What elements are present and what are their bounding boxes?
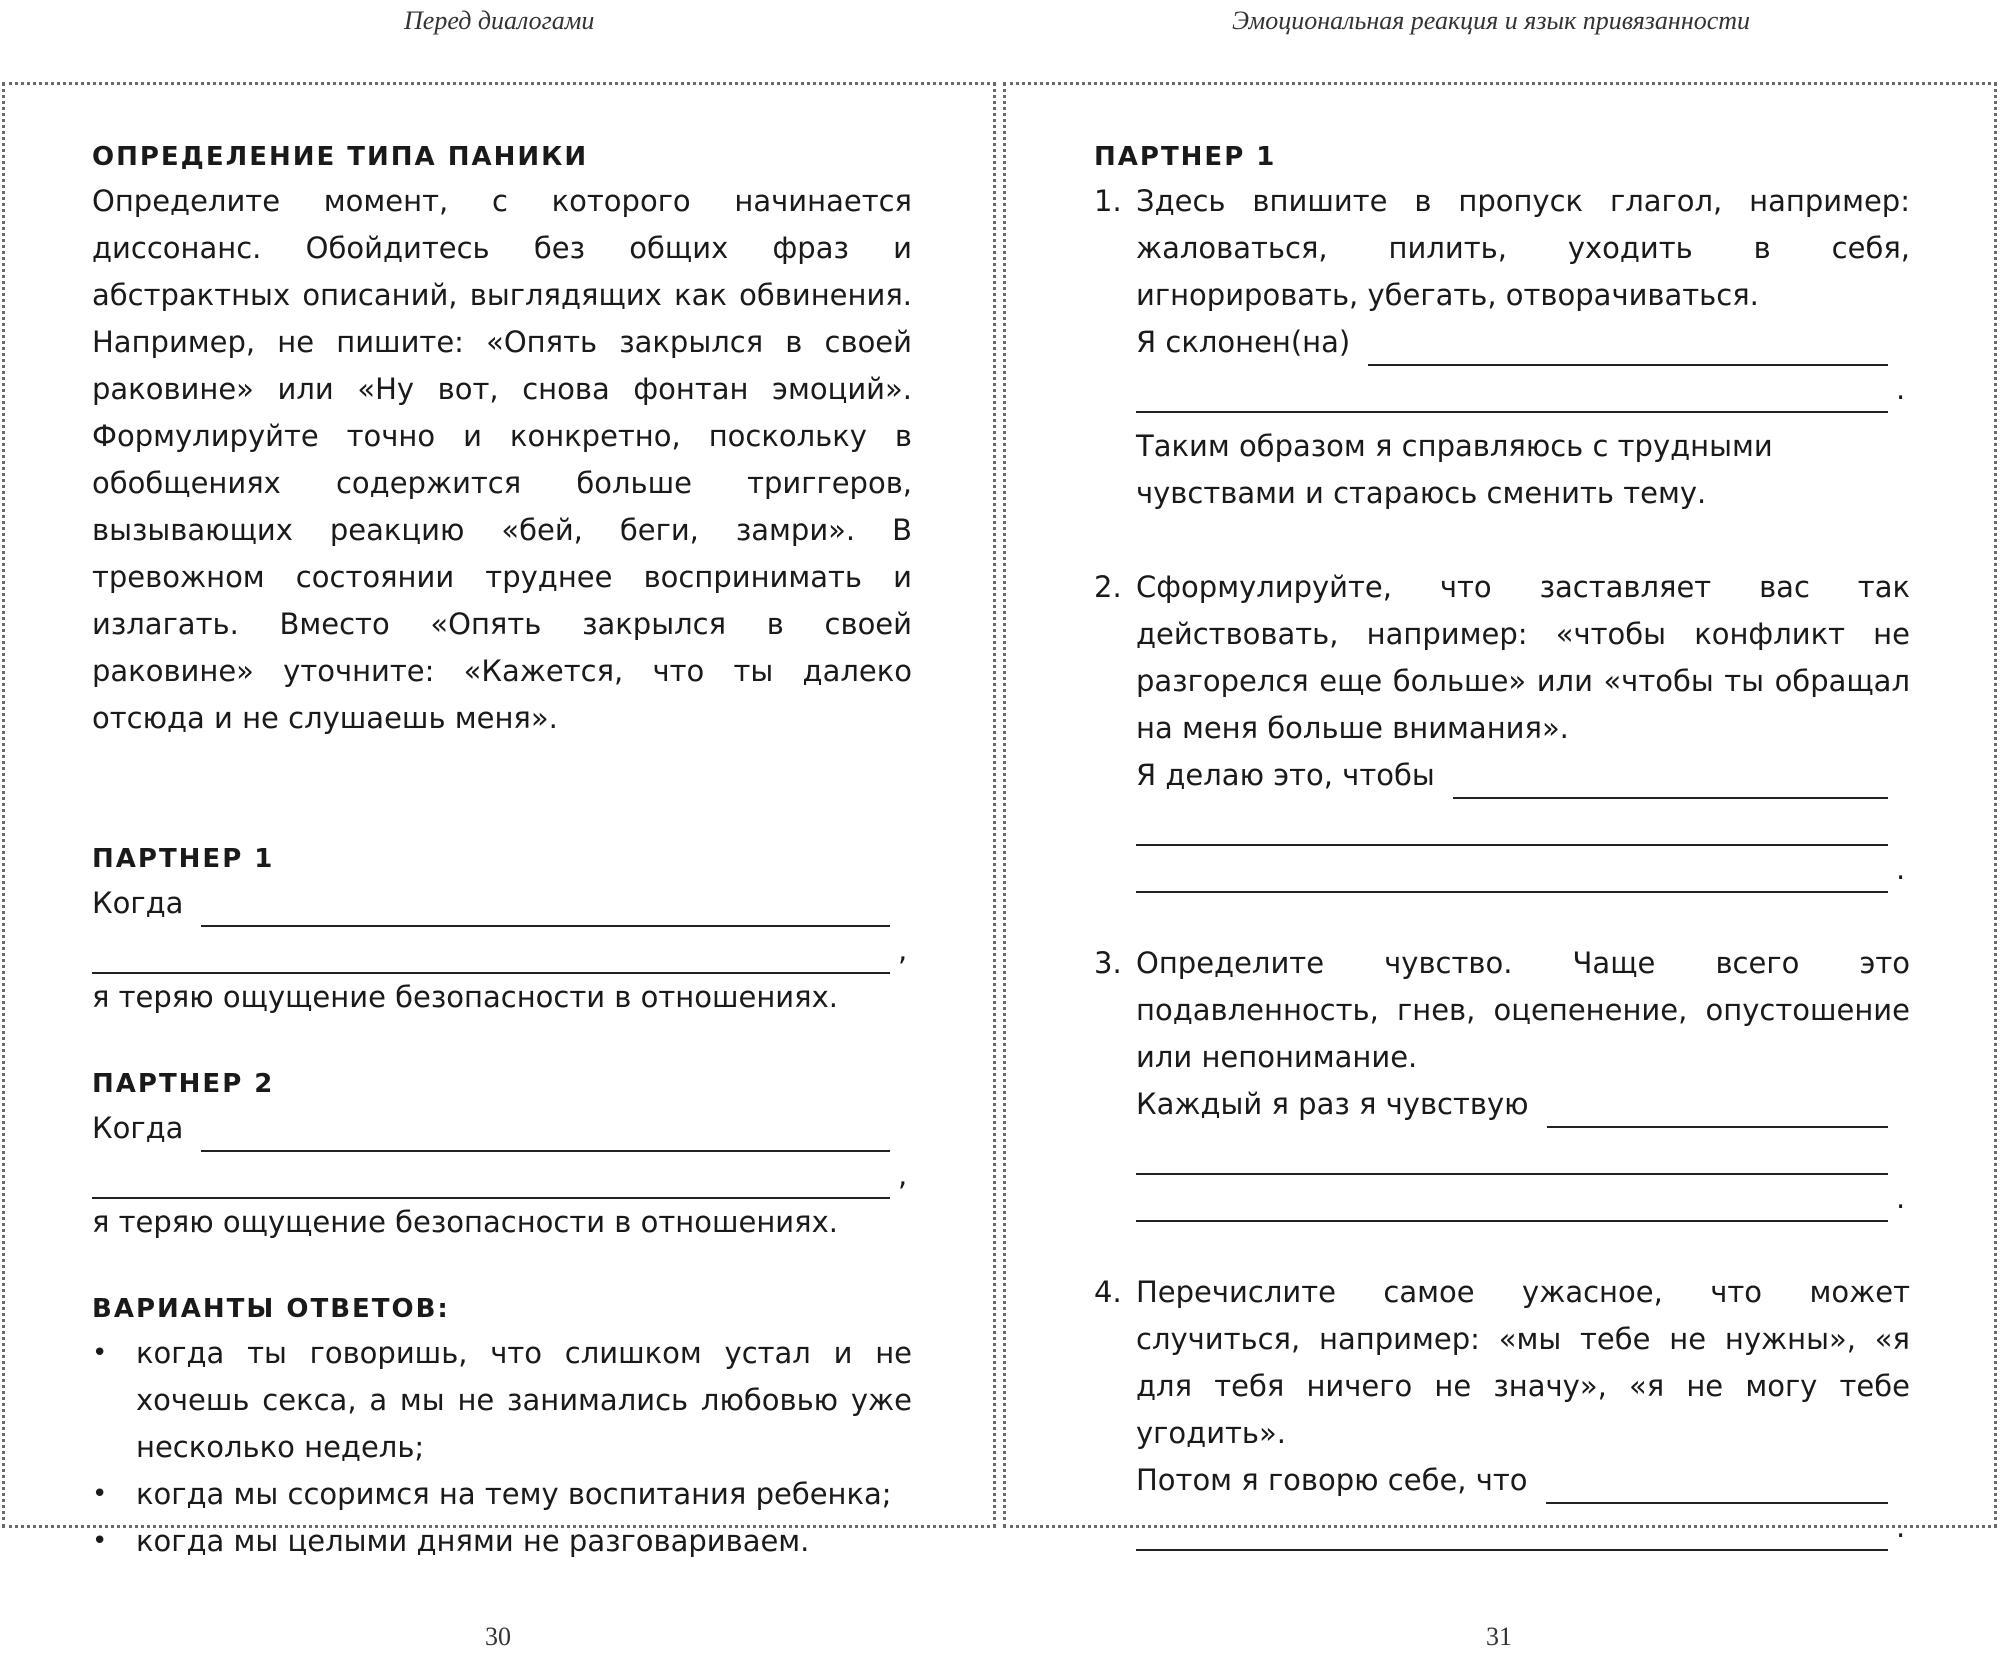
- partner1-fill-blank-1[interactable]: [201, 891, 890, 927]
- fill-label: Потом я говорю себе, что: [1136, 1463, 1528, 1497]
- question-followup: Таким образом я справляюсь с трудными чувствами и стараюсь сменить тему.: [1136, 429, 1773, 510]
- period: .: [1896, 1181, 1906, 1215]
- when-label: Когда: [92, 886, 184, 920]
- q3-fill-blank-1[interactable]: [1547, 1092, 1888, 1128]
- fill-label: Каждый я раз я чувствую: [1136, 1087, 1529, 1121]
- comma: ,: [898, 933, 908, 967]
- q4-fill-blank-1[interactable]: [1546, 1468, 1888, 1504]
- list-item: • когда ты говоришь, что слишком устал и не хочешь секса, а мы не занимались любовью уже несколько недель;: [92, 1330, 912, 1471]
- question-4: [1094, 1269, 1910, 1551]
- partner2-continue-line: [92, 1152, 912, 1199]
- q3-fill-blank-3[interactable]: [1136, 1186, 1888, 1222]
- question-number: 2.: [1094, 570, 1122, 604]
- partner2-heading: ПАРТНЕР 2: [92, 1069, 275, 1099]
- question-1: [1094, 178, 1910, 517]
- variants-heading: ВАРИАНТЫ ОТВЕТОВ:: [92, 1294, 450, 1324]
- variants-list: [92, 1330, 912, 1565]
- q1-fill-blank-2[interactable]: [1136, 377, 1888, 413]
- period: .: [1896, 852, 1906, 886]
- bullet-icon: •: [92, 1526, 108, 1556]
- fill-label: Я склонен(на): [1136, 325, 1351, 359]
- question-number: 4.: [1094, 1275, 1122, 1309]
- question-text: Сформулируйте, что заставляет вас так действовать, например: «чтобы конфликт не разгорелся еще больше» или «чтобы ты обращал на меня больше внимания».: [1136, 570, 1910, 745]
- period: .: [1896, 1510, 1906, 1544]
- partner2-when-line: [92, 1105, 912, 1152]
- partner1-when-line: [92, 880, 912, 927]
- q4-fill-blank-2[interactable]: [1136, 1515, 1888, 1551]
- right-partner1-heading: ПАРТНЕР 1: [1094, 142, 1277, 172]
- bullet-icon: •: [92, 1338, 108, 1368]
- page-number-right: 31: [1486, 1622, 1512, 1651]
- question-text: Здесь впишите в пропуск глагол, например: жаловаться, пилить, уходить в себя, игнорировать, убегать, отворачиваться.: [1136, 184, 1910, 312]
- q2-fill-blank-2[interactable]: [1136, 810, 1888, 846]
- partner1-fill-blank-2[interactable]: [92, 938, 890, 974]
- question-number: 3.: [1094, 946, 1122, 980]
- partner2-fill-blank-1[interactable]: [201, 1116, 890, 1152]
- running-head-right: Эмоциональная реакция и язык привязанности: [1232, 6, 1751, 35]
- left-page-content: [92, 136, 912, 1565]
- q3-fill-blank-2[interactable]: [1136, 1139, 1888, 1175]
- q1-fill-blank-1[interactable]: [1368, 330, 1888, 366]
- comma: ,: [898, 1158, 908, 1192]
- question-number: 1.: [1094, 184, 1122, 218]
- question-2: [1094, 564, 1910, 893]
- partner1-heading: ПАРТНЕР 1: [92, 844, 275, 874]
- list-item: • когда мы целыми днями не разговариваем.: [92, 1518, 912, 1565]
- question-text: Определите чувство. Чаще всего это подавленность, гнев, оцепенение, опустошение или непонимание.: [1136, 946, 1910, 1074]
- running-head-left: Перед диалогами: [404, 6, 595, 35]
- partner2-result: я теряю ощущение безопасности в отношениях.: [92, 1205, 838, 1239]
- when-label: Когда: [92, 1111, 184, 1145]
- fill-label: Я делаю это, чтобы: [1136, 758, 1435, 792]
- right-page-content: [1094, 136, 1910, 1551]
- question-3: [1094, 940, 1910, 1222]
- question-text: Перечислите самое ужасное, что может случиться, например: «мы тебе не нужны», «я для тебя ничего не значу», «я не могу тебе угодить».: [1136, 1275, 1910, 1450]
- partner1-result: я теряю ощущение безопасности в отношениях.: [92, 980, 838, 1014]
- intro-paragraph: Определите момент, с которого начинается диссонанс. Обойдитесь без общих фраз и абстрактных описаний, выглядящих как обвинения. Например, не пишите: «Опять закрылся в своей раковине» или «Ну вот, снова фонтан эмоций». Формулируйте точно и конкретно, поскольку в обобщениях содержится больше триггеров, вызывающих реакцию «бей, беги, замри». В тревожном состоянии труднее воспринимать и излагать. Вместо «Опять закрылся в своей раковине» уточните: «Кажется, что ты далеко отсюда и не слушаешь меня».: [92, 184, 912, 735]
- q2-fill-blank-3[interactable]: [1136, 857, 1888, 893]
- section-heading: ОПРЕДЕЛЕНИЕ ТИПА ПАНИКИ: [92, 142, 589, 172]
- partner1-continue-line: [92, 927, 912, 974]
- period: .: [1896, 372, 1906, 406]
- partner2-fill-blank-2[interactable]: [92, 1163, 890, 1199]
- q2-fill-blank-1[interactable]: [1453, 763, 1888, 799]
- list-item: • когда мы ссоримся на тему воспитания ребенка;: [92, 1471, 912, 1518]
- page-number-left: 30: [485, 1622, 511, 1651]
- bullet-icon: •: [92, 1479, 108, 1509]
